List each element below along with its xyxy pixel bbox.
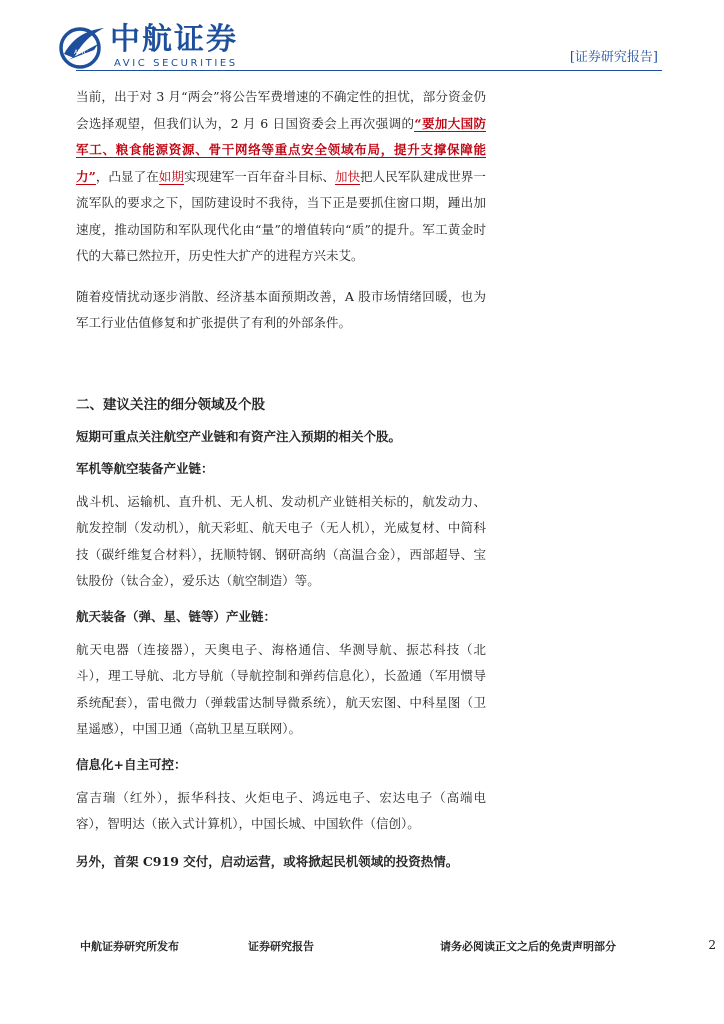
- page-footer: [80, 938, 716, 956]
- p1-text-c: ，凸显了在: [95, 168, 159, 184]
- closing-line: 另外，首架 C919 交付，启动运营，或将掀起民机领域的投资热情。: [76, 853, 459, 869]
- paragraph-outlook: [76, 84, 486, 270]
- footer-disclaimer: 请务必阅读正文之后的免责声明部分: [440, 940, 616, 953]
- footer-report-type: 证券研究报告: [248, 940, 314, 953]
- header-divider: [76, 70, 662, 71]
- section-heading: 二、建议关注的细分领域及个股: [76, 396, 265, 413]
- p1-text-e: 实现建军一百年奋斗目标、: [183, 168, 335, 184]
- svg-text:AVIC: AVIC: [74, 49, 88, 56]
- intro-line: 短期可重点关注航空产业链和有资产注入预期的相关个股。: [76, 428, 402, 444]
- group-text-aerospace: 航天电器（连接器），天奥电子、海格通信、华测导航、振芯科技（北斗），理工导航、北方导航（导航控制和弹药信息化），长盈通（军用惯导系统配套），雷电微力（弹载雷达制导微系统），航天宏图、中科星图（卫星遥感），中国卫通（高轨卫星互联网）。: [76, 641, 486, 736]
- paragraph-market-sentiment: 随着疫情扰动逐步消散、经济基本面预期改善，A 股市场情绪回暖，也为军工行业估值修复和扩张提供了有利的外部条件。: [76, 288, 486, 330]
- report-body: [76, 84, 486, 872]
- footer-publisher: 中航证券研究所发布: [80, 940, 179, 953]
- group-title-aerospace: 航天装备（弹、星、链等）产业链：: [76, 608, 277, 624]
- logo-english-text: AVIC SECURITIES: [114, 58, 238, 69]
- group-title-aviation: 军机等航空装备产业链：: [76, 460, 214, 476]
- p1-text-g: 把人民军队建成世界一流军队的要求之下，国防建设时不我待，当下正是要抓住窗口期，踵出加速度，推动国防和军队现代化由“量”的增值转向“质”的提升。军工黄金时代的大幕已然拉开，历史性大扩产的进程方兴未艾。: [76, 168, 486, 263]
- p1-text-a: 当前，出于对 3 月“两会”将公告军费增速的不确定性的担忧，部分资金仍会选择观望，但我们认为，2 月 6 日国资委会上再次强调的: [76, 89, 486, 131]
- logo-chinese-text: 中航证券: [110, 22, 238, 57]
- p1-highlight-quote: “要加大国防军工、粮食能源资源、骨干网络等重点安全领域布局，提升支撑保障能力”: [76, 115, 486, 184]
- page-number: 2: [708, 938, 716, 952]
- group-title-informatization: 信息化+自主可控：: [76, 756, 187, 772]
- p1-highlight-ruqi: 如期: [158, 168, 184, 184]
- group-text-informatization: 富吉瑞（红外），振华科技、火炬电子、鸿远电子、宏达电子（高端电容），智明达（嵌入式计算机），中国长城、中国软件（信创）。: [76, 789, 486, 831]
- avic-securities-logo: [58, 22, 258, 72]
- report-type-tag: [证券研究报告]: [569, 50, 658, 65]
- group-text-aviation: 战斗机、运输机、直升机、无人机、发动机产业链相关标的，航发动力、航发控制（发动机），航天彩虹、航天电子（无人机），光威复材、中简科技（碳纤维复合材料），抚顺特钢、钢研高纳（高温合金），西部超导、宝钛股份（钛合金），爱乐达（航空制造）等。: [76, 493, 486, 588]
- avic-logo-mark-icon: [58, 24, 106, 70]
- p1-highlight-jiakuai: 加快: [335, 168, 361, 184]
